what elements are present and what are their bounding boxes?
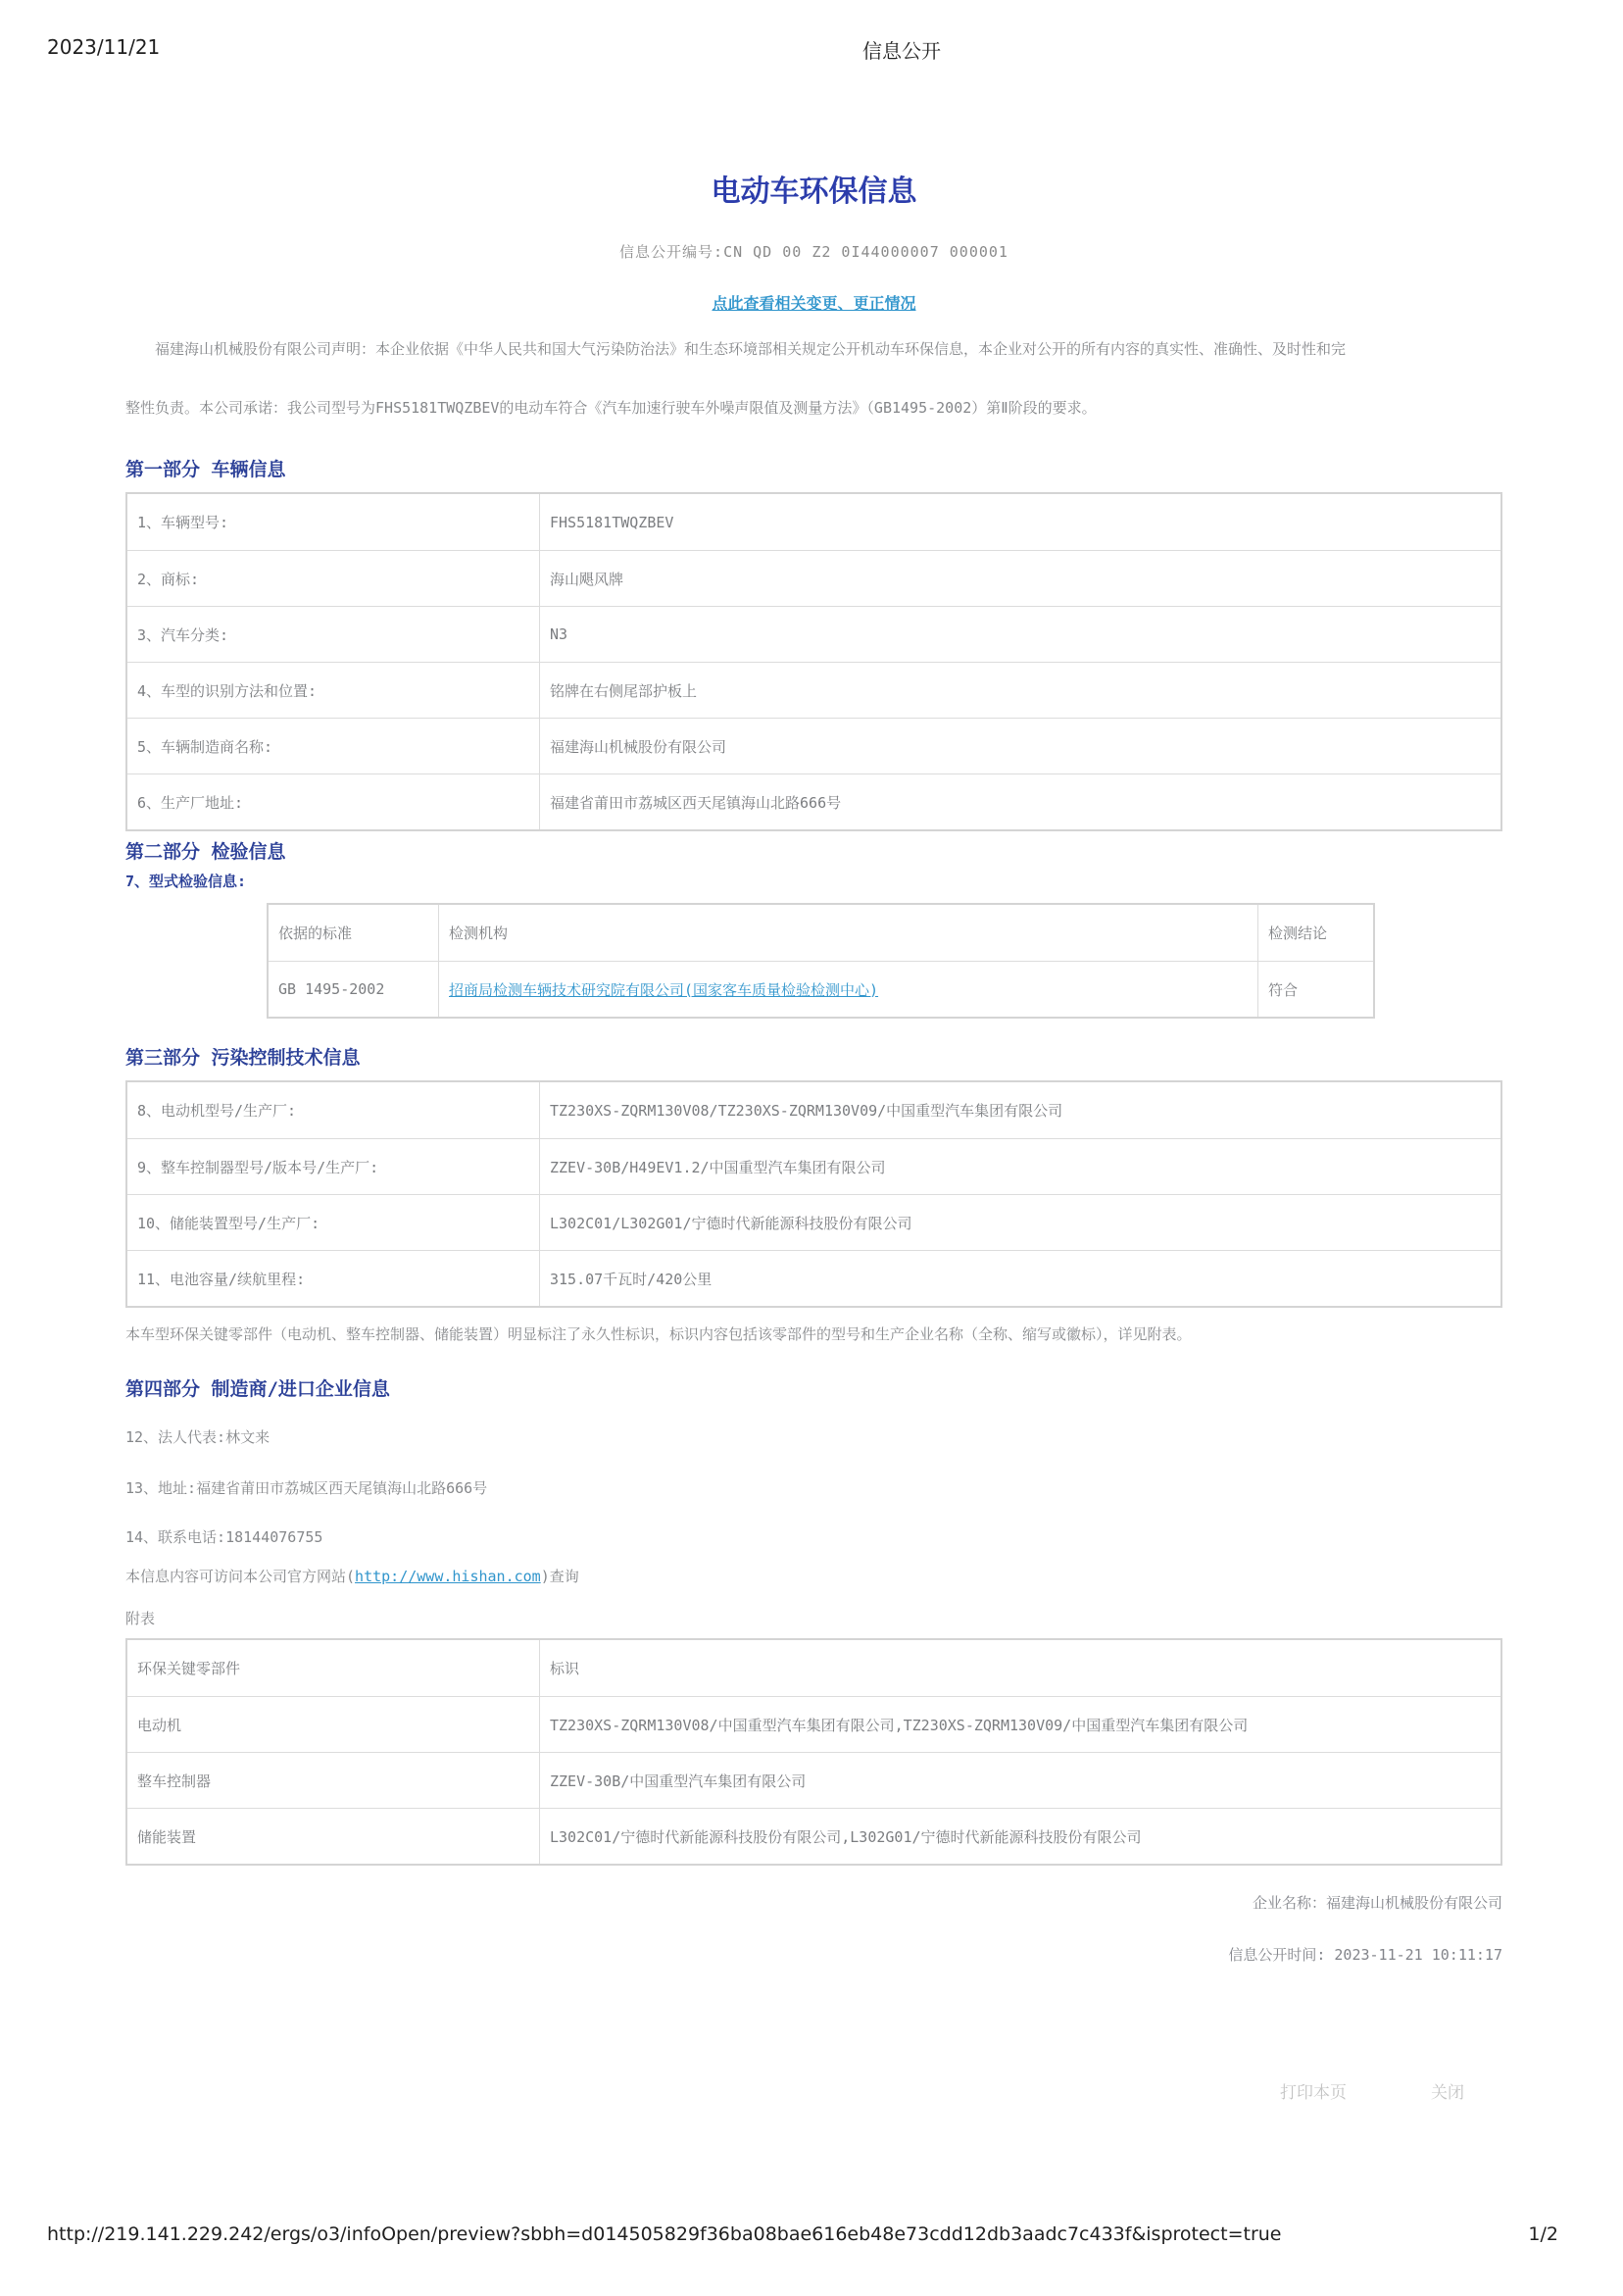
website-line-suffix: )查询: [540, 1568, 579, 1585]
table-header-row: [269, 905, 1373, 961]
print-footer-page-number: 1/2: [1528, 2223, 1558, 2245]
declaration-line-2: 整性负责。本公司承诺：我公司型号为FHS5181TWQZBEV的电动车符合《汽车加速行驶车外噪声限值及测量方法》（GB1495-2002）第Ⅱ阶段的要求。: [125, 399, 1097, 417]
row-value: 315.07千瓦时/420公里: [539, 1251, 1500, 1306]
part-name: 储能装置: [137, 1827, 197, 1846]
row-label: 1、车辆型号:: [137, 514, 229, 531]
col-header-agency: 检测机构: [438, 905, 1257, 961]
part-mark: L302C01/宁德时代新能源科技股份有限公司,L302G01/宁德时代新能源科技股份有限公司: [539, 1809, 1500, 1864]
print-header-title: 信息公开: [862, 39, 941, 63]
table-row: [127, 494, 1500, 550]
address-line: 13、地址:福建省莆田市荔城区西天尾镇海山北路666号: [125, 1479, 488, 1497]
part-name: 电动机: [137, 1716, 182, 1734]
print-footer-url: http://219.141.229.242/ergs/o3/infoOpen/preview?sbbh=d014505829f36ba08bae616eb48e73cdd12db3aadc7c433f&isprotect=true: [47, 2223, 1282, 2245]
section1-title: 第一部分 车辆信息: [125, 459, 286, 480]
pollution-control-table: [125, 1080, 1502, 1308]
vehicle-info-table: [125, 492, 1502, 831]
table-row: [127, 1138, 1500, 1194]
row-value: L302C01/L302G01/宁德时代新能源科技股份有限公司: [539, 1195, 1500, 1250]
table-row: [127, 1082, 1500, 1138]
table-row: [127, 1752, 1500, 1808]
row-label: 2、商标:: [137, 570, 200, 588]
website-line: [125, 1566, 579, 1586]
col-header-mark: 标识: [539, 1640, 1500, 1696]
phone-line: 14、联系电话:18144076755: [125, 1528, 323, 1546]
row-value: 铭牌在右侧尾部护板上: [539, 663, 1500, 718]
agency-link[interactable]: 招商局检测车辆技术研究院有限公司(国家客车质量检验检测中心): [449, 980, 879, 999]
table-row: [127, 1194, 1500, 1250]
part-mark: TZ230XS-ZQRM130V08/中国重型汽车集团有限公司,TZ230XS-ZQRM130V09/中国重型汽车集团有限公司: [539, 1697, 1500, 1752]
table-row: [127, 1808, 1500, 1864]
table-row: [127, 1250, 1500, 1306]
company-website-link[interactable]: http://www.hishan.com: [355, 1568, 541, 1585]
company-name-line: 企业名称：福建海山机械股份有限公司: [1252, 1894, 1502, 1912]
row-value: FHS5181TWQZBEV: [539, 494, 1500, 550]
conclusion-value: 符合: [1257, 962, 1373, 1017]
publish-time-line: 信息公开时间: 2023-11-21 10:11:17: [1228, 1946, 1502, 1964]
change-record-link[interactable]: 点此查看相关变更、更正情况: [712, 294, 916, 313]
standard-value: GB 1495-2002: [278, 980, 385, 998]
row-value: ZZEV-30B/H49EV1.2/中国重型汽车集团有限公司: [539, 1139, 1500, 1194]
section3-title: 第三部分 污染控制技术信息: [125, 1047, 361, 1069]
appendix-label: 附表: [125, 1610, 156, 1627]
col-header-conclusion: 检测结论: [1257, 905, 1373, 961]
legal-representative-line: 12、法人代表:林文来: [125, 1428, 270, 1446]
section2-title: 第二部分 检验信息: [125, 841, 286, 863]
row-label: 11、电池容量/续航里程:: [137, 1270, 306, 1288]
table-row: [127, 606, 1500, 662]
declaration-line-1: 福建海山机械股份有限公司声明：本企业依据《中华人民共和国大气污染防治法》和生态环境部相关规定公开机动车环保信息，本企业对公开的所有内容的真实性、准确性、及时性和完: [155, 340, 1347, 358]
row-label: 8、电动机型号/生产厂:: [137, 1102, 297, 1120]
table-row: [127, 718, 1500, 774]
row-value: 海山飓风牌: [539, 551, 1500, 606]
website-line-prefix: 本信息内容可访问本公司官方网站(: [125, 1568, 356, 1585]
document-body: [125, 0, 1502, 2296]
row-value: 福建省莆田市荔城区西天尾镇海山北路666号: [539, 774, 1500, 829]
section4-title: 第四部分 制造商/进口企业信息: [125, 1378, 390, 1400]
col-header-part: 环保关键零部件: [137, 1660, 241, 1677]
row-label: 9、整车控制器型号/版本号/生产厂:: [137, 1158, 379, 1176]
table-row: [127, 550, 1500, 606]
row-value: 福建海山机械股份有限公司: [539, 719, 1500, 774]
part-name: 整车控制器: [137, 1772, 212, 1790]
print-header-date: 2023/11/21: [47, 35, 161, 59]
page-title: 电动车环保信息: [711, 175, 917, 209]
close-button[interactable]: 关闭: [1431, 2083, 1464, 2103]
table-row: [269, 961, 1373, 1017]
row-label: 6、生产厂地址:: [137, 793, 244, 812]
row-label: 4、车型的识别方法和位置:: [137, 681, 318, 700]
change-record-link-line: [125, 291, 1502, 314]
row-value: TZ230XS-ZQRM130V08/TZ230XS-ZQRM130V09/中国重型汽车集团有限公司: [539, 1082, 1500, 1138]
info-open-code: 信息公开编号:CN QD 00 Z2 0I44000007 000001: [619, 243, 1008, 261]
item7-label: 7、型式检验信息:: [125, 873, 247, 890]
row-label: 3、汽车分类:: [137, 625, 229, 644]
permanent-mark-note: 本车型环保关键零部件（电动机、整车控制器、储能装置）明显标注了永久性标识，标识内容包括该零部件的型号和生产企业名称（全称、缩写或徽标），详见附表。: [125, 1325, 1192, 1343]
table-row: [127, 1696, 1500, 1752]
table-row: [127, 774, 1500, 829]
row-label: 5、车辆制造商名称:: [137, 737, 273, 756]
row-value: N3: [539, 607, 1500, 662]
col-header-standard: 依据的标准: [278, 924, 353, 942]
print-page-button[interactable]: 打印本页: [1280, 2083, 1347, 2103]
agency-cell: [438, 962, 1257, 1017]
type-test-table: [267, 903, 1375, 1019]
table-header-row: [127, 1640, 1500, 1696]
row-label: 10、储能装置型号/生产厂:: [137, 1214, 320, 1232]
part-mark: ZZEV-30B/中国重型汽车集团有限公司: [539, 1753, 1500, 1808]
table-row: [127, 662, 1500, 718]
appendix-table: [125, 1638, 1502, 1866]
